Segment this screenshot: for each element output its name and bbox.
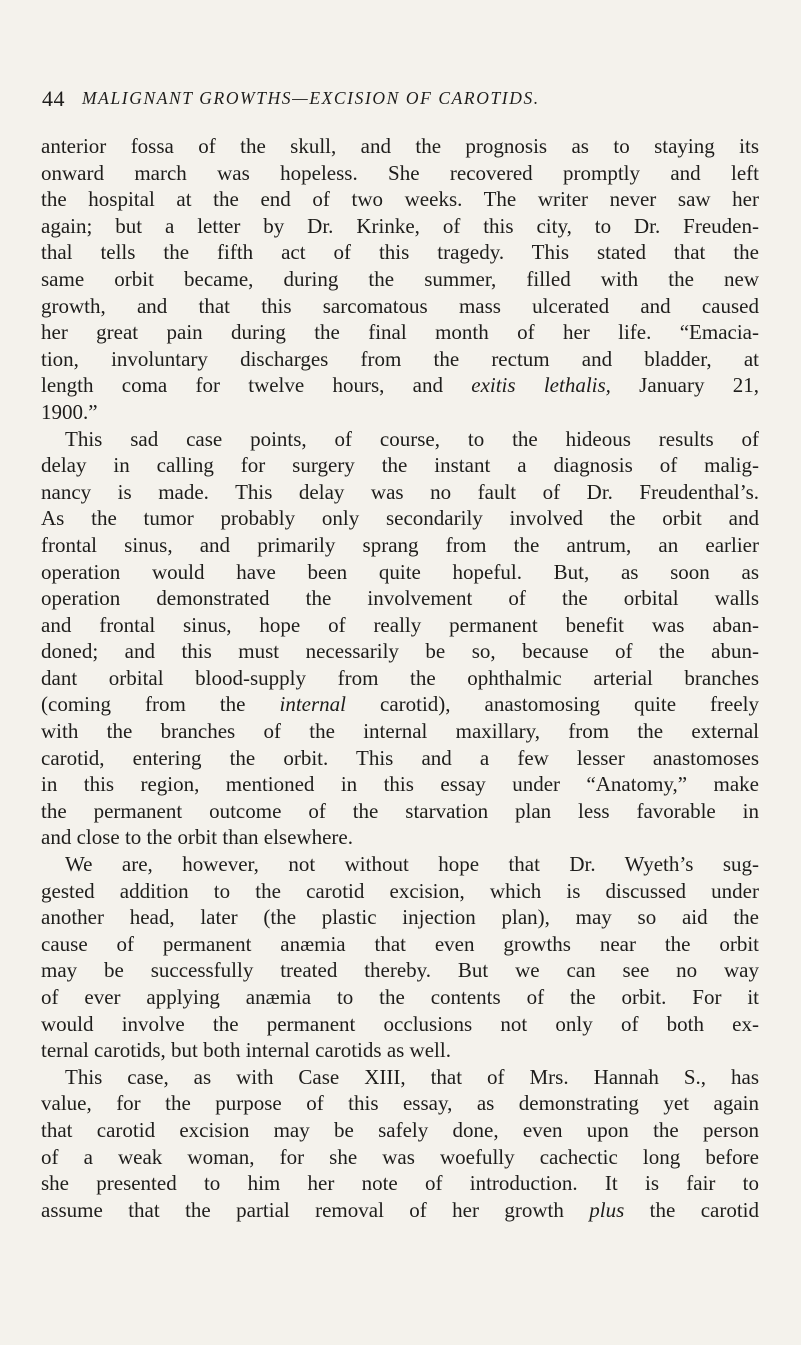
text-line: growth, and that this sarcomatous mass ulcerated and caused (41, 293, 759, 318)
text-line: carotid, entering the orbit. This and a few lesser anastomoses (41, 745, 759, 770)
text-segment: assume that the partial removal of her growth (41, 1197, 564, 1222)
running-head-title: MALIGNANT GROWTHS—EXCISION OF CAROTIDS. (82, 88, 540, 108)
text-line: of ever applying anæmia to the contents of the orbit. For it (41, 985, 759, 1009)
body-text (41, 133, 759, 1223)
text-line: gested addition to the carotid excision, which is discussed under (41, 878, 759, 903)
latin-plus: plus (589, 1197, 625, 1222)
text-line: would involve the permanent occlusions not only of both ex- (41, 1011, 759, 1036)
text-line: operation would have been quite hopeful. But, as soon as (41, 559, 759, 584)
paragraph-start-line: We are, however, not without hope that Dr. Wyeth’s sug- (65, 852, 759, 877)
text-line: and close to the orbit than elsewhere. (41, 825, 353, 850)
text-segment: January 21, (610, 373, 759, 398)
text-line: dant orbital blood-supply from the ophthalmic arterial branches (41, 665, 759, 690)
text-line (41, 1197, 759, 1224)
text-line: her great pain during the final month of her life. “Emacia- (41, 320, 759, 345)
text-line: anterior fossa of the skull, and the prognosis as to staying its (41, 134, 759, 158)
text-line: frontal sinus, and primarily sprang from the antrum, an earlier (41, 532, 759, 557)
emphasis-internal: internal (279, 692, 346, 717)
text-segment: the carotid (624, 1197, 759, 1222)
text-line: operation demonstrated the involvement of the orbital walls (41, 586, 759, 611)
text-line: nancy is made. This delay was no fault of Dr. Freudenthal’s. (41, 479, 759, 504)
paragraph-start-line: This case, as with Case XIII, that of Mrs. Hannah S., has (65, 1064, 759, 1089)
text-line: onward march was hopeless. She recovered promptly and left (41, 160, 759, 185)
text-line: doned; and this must necessarily be so, because of the abun- (41, 639, 759, 664)
text-line: that carotid excision may be safely done, even upon the person (41, 1117, 759, 1142)
text-line (41, 372, 759, 399)
text-segment: length coma for twelve hours, and (41, 373, 472, 398)
text-segment: (coming from the (41, 692, 280, 717)
text-line: As the tumor probably only secondarily involved the orbit and (41, 506, 759, 531)
text-line: and frontal sinus, hope of really permanent benefit was aban- (41, 612, 759, 637)
text-line: another head, later (the plastic injection plan), may so aid the (41, 905, 759, 930)
text-line: the permanent outcome of the starvation plan less favorable in (41, 798, 759, 823)
latin-phrase: exitis lethalis, (471, 373, 611, 398)
text-line: value, for the purpose of this essay, as demonstrating yet again (41, 1091, 759, 1116)
text-segment: carotid), anastomosing quite freely (380, 692, 759, 717)
text-line: tion, involuntary discharges from the rectum and bladder, at (41, 346, 759, 371)
text-line (41, 691, 759, 718)
text-line: in this region, mentioned in this essay under “Anatomy,” make (41, 772, 759, 797)
text-line: cause of permanent anæmia that even growths near the orbit (41, 931, 759, 956)
page-number: 44 (42, 86, 65, 111)
text-line: again; but a letter by Dr. Krinke, of this city, to Dr. Freuden- (41, 213, 759, 238)
text-line: delay in calling for surgery the instant a diagnosis of malig- (41, 453, 759, 478)
text-line: the hospital at the end of two weeks. The writer never saw her (41, 187, 759, 212)
text-line: she presented to him her note of introduction. It is fair to (41, 1171, 759, 1196)
paragraph-start-line: This sad case points, of course, to the hideous results of (65, 426, 759, 451)
text-line: 1900.” (41, 399, 98, 424)
running-head (42, 86, 762, 116)
text-line: with the branches of the internal maxillary, from the external (41, 719, 759, 744)
text-line: thal tells the fifth act of this tragedy. This stated that the (41, 240, 759, 265)
text-line: same orbit became, during the summer, filled with the new (41, 266, 759, 291)
text-line: of a weak woman, for she was woefully cachectic long before (41, 1144, 759, 1169)
text-line: may be successfully treated thereby. But we can see no way (41, 958, 759, 983)
text-line: ternal carotids, but both internal carotids as well. (41, 1038, 451, 1063)
